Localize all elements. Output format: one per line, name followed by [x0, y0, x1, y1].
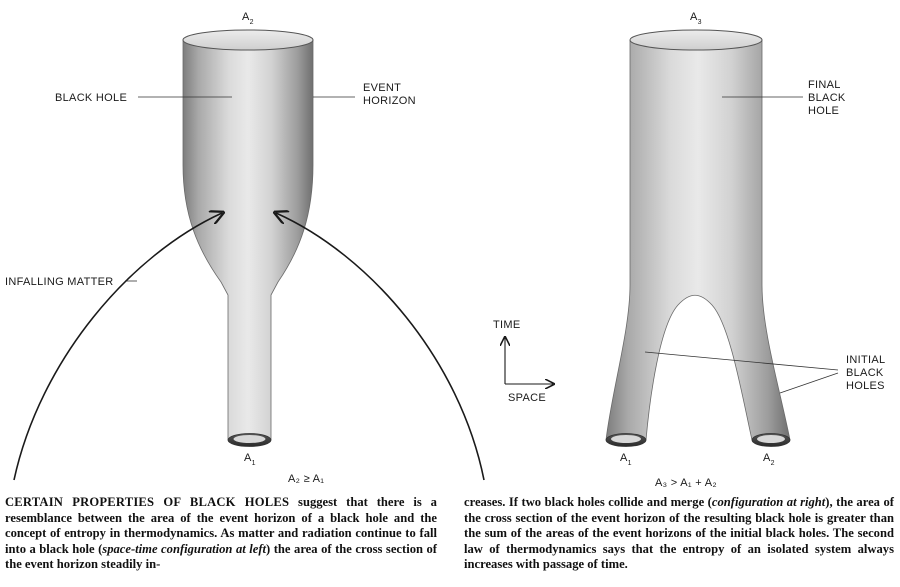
black-hole-label: BLACK HOLE	[55, 92, 128, 104]
time-label: TIME	[493, 319, 521, 331]
initial-black-holes-label: INITIAL BLACK HOLES	[846, 354, 886, 392]
left-black-hole-tube	[183, 30, 313, 447]
event-horizon-label: EVENT HORIZON	[363, 82, 416, 107]
right-top-area-label: $A_3$	[690, 11, 702, 26]
left-top-cross-section	[183, 30, 313, 50]
infalling-arrow-left	[14, 213, 222, 480]
left-top-area-label: $A_2$	[242, 11, 254, 26]
time-space-axes	[505, 338, 553, 384]
left-relation: A₂ ≥ A₁	[288, 473, 325, 485]
final-black-hole-label: FINAL BLACK HOLE	[808, 79, 846, 117]
infalling-arrow-right	[276, 213, 484, 480]
right-right-leg-area-label: $A_2$	[763, 452, 775, 467]
left-bottom-area-label: $A_1$	[244, 452, 256, 467]
space-label: SPACE	[508, 392, 546, 404]
initial-leader-right	[780, 373, 838, 393]
right-top-cross-section	[630, 30, 762, 50]
infalling-matter-label: INFALLING MATTER	[5, 276, 114, 288]
caption-lead: CERTAIN PROPERTIES OF BLACK HOLES	[5, 495, 290, 509]
right-left-leg-area-label: $A_1$	[620, 452, 632, 467]
right-merged-black-hole-tube	[606, 30, 790, 447]
right-relation: A₃ > A₁ + A₂	[655, 477, 717, 489]
caption-right-column: creases. If two black holes collide and merge (configuration at right), the area of the cross section of the event horizon of the resulting black hole is greater than the sum of the areas of the event horizons of the initial black holes. The second law of thermodynamics says that the entropy of an isolated system always increases with passage of time.	[464, 495, 894, 572]
caption-left-column: CERTAIN PROPERTIES OF BLACK HOLES suggest that there is a resemblance between the area of the event horizon of a black hole and the concept of entropy in thermodynamics. As matter and radiation continue to fall into a black hole (space-time configuration at left) the area of the cross section of the event horizon steadily in-	[5, 495, 437, 572]
